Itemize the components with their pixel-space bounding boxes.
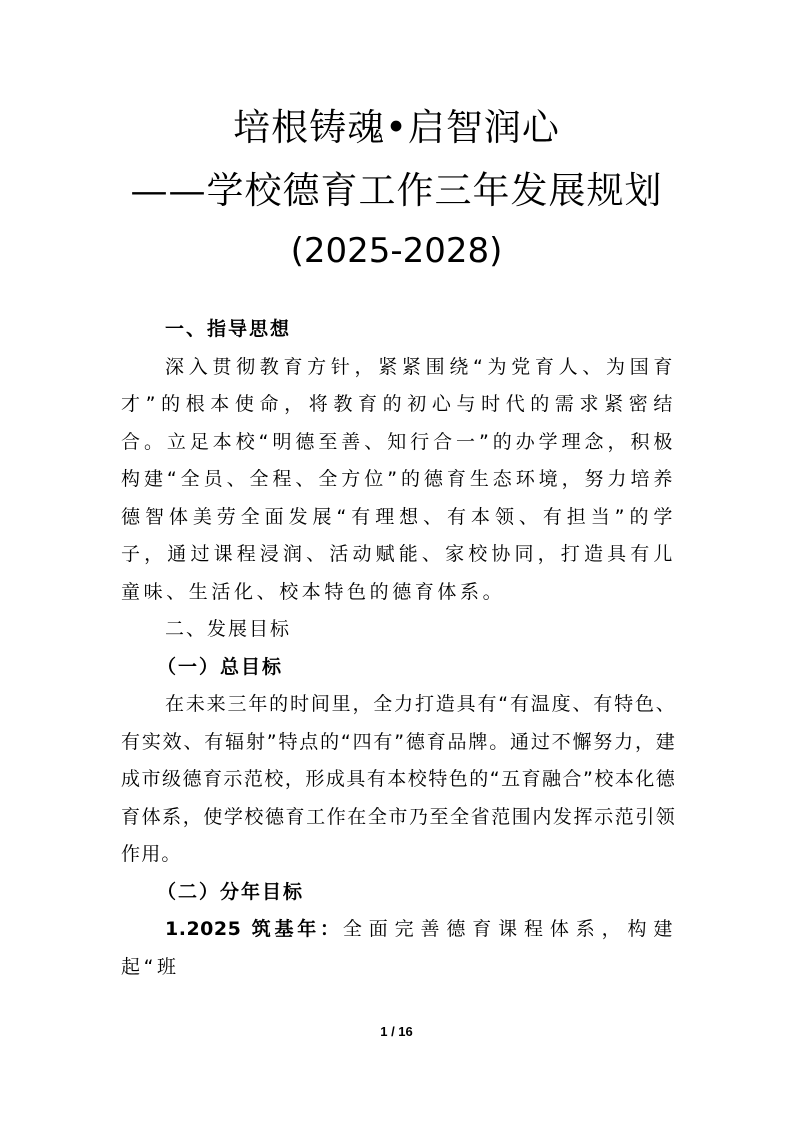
paragraph-guiding-ideology: 深入贯彻教育方针，紧紧围绕“为党育人、为国育才”的根本使命，将教育的初心与时代的需求紧密结合。立足本校“明德至善、知行合一”的办学理念，积极构建“全员、全程、全方位”的德育生态环境，努力培养德智体美劳全面发展“有理想、有本领、有担当”的学子，通过课程浸润、活动赋能、家校协同，打造具有儿童味、生活化、校本特色的德育体系。 bbox=[121, 355, 676, 603]
document-subtitle: ——学校德育工作三年发展规划 bbox=[130, 169, 663, 212]
paragraph-annual-goal-2025 bbox=[121, 911, 676, 986]
page-indicator: 1 / 16 bbox=[380, 1024, 413, 1039]
section-heading-guiding-ideology: 一、指导思想 bbox=[165, 318, 292, 340]
subsection-heading-annual-goals: （二）分年目标 bbox=[157, 880, 305, 903]
annual-goal-2025-text: 全面完善德育课程体系，构建起“班 bbox=[121, 918, 676, 978]
document-title: 培根铸魂•启智润心 bbox=[233, 106, 560, 149]
subsection-heading-overall-goal: （一）总目标 bbox=[157, 655, 284, 678]
document-years: (2025-2028) bbox=[290, 231, 503, 271]
annual-goal-2025-label: 1.2025 筑基年： bbox=[165, 918, 343, 940]
paragraph-overall-goal: 在未来三年的时间里，全力打造具有“有温度、有特色、有实效、有辐射”特点的“四有”德育品牌。通过不懈努力，建成市级德育示范校，形成具有本校特色的“五育融合”校本化德育体系，使学校德育工作在全市乃至全省范围内发挥示范引领作用。 bbox=[121, 693, 676, 865]
section-heading-development-goals: 二、发展目标 bbox=[165, 618, 292, 640]
document-body bbox=[121, 311, 676, 986]
